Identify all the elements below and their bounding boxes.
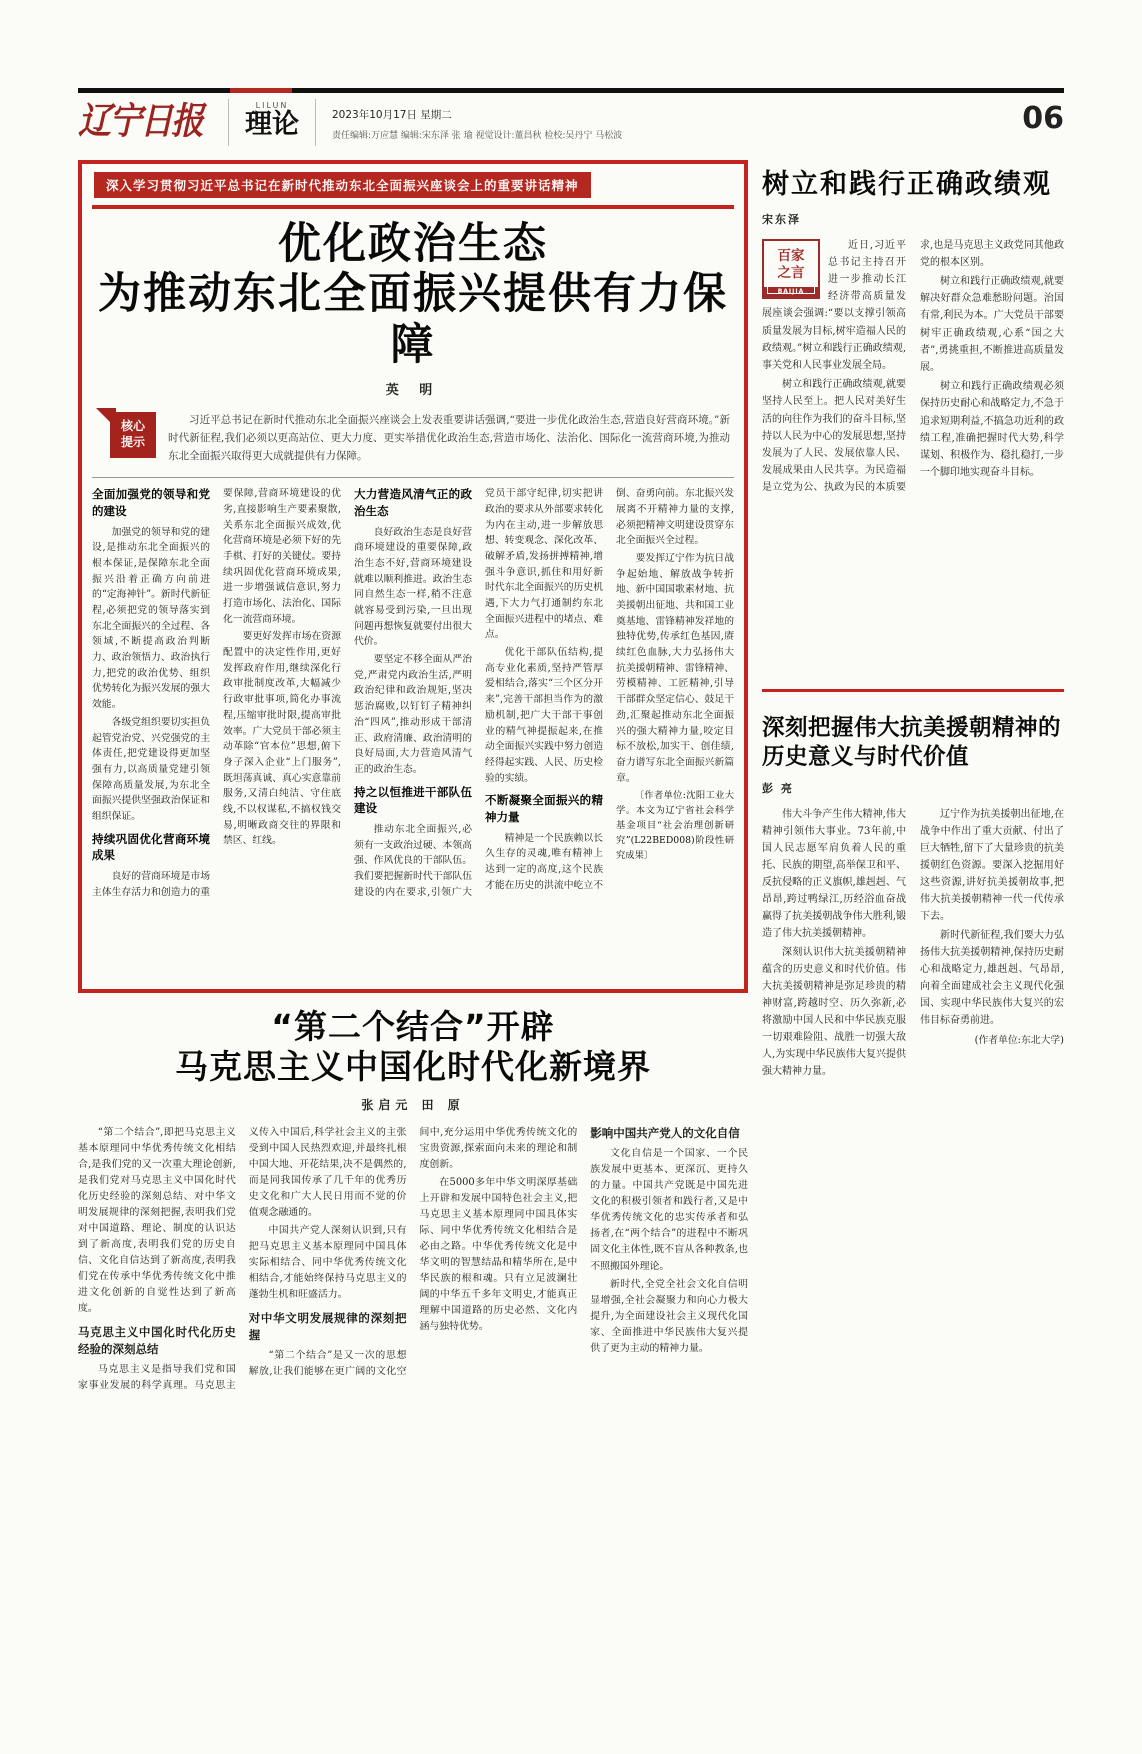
core-tip-badge-line2: 提示 xyxy=(120,434,145,449)
main-article-attribution: 〔作者单位:沈阳工业大学。本文为辽宁省社会科学基金项目“社会治理创新研究”(L22BED008)阶段性研究成果〕 xyxy=(616,790,734,861)
bottom-paragraph: 中国共产党人深刻认识到,只有把马克思主义基本原理同中国具体实际相结合、同中华优秀传统文化相结合,才能始终保持马克思主义的蓬勃生机和旺盛活力。 xyxy=(248,1224,407,1300)
spirit-title-line1: 深刻把握伟大抗美援朝精神的 xyxy=(762,714,1062,741)
main-article-title xyxy=(92,219,734,371)
main-paragraph: 各级党组织要切实担负起管党治党、兴党强党的主体责任,把党建设得更加坚强有力,以高质量党建引领保障高质量发展,为东北全面振兴提供坚强政治保证和组织保证。 xyxy=(92,716,210,822)
spirit-paragraph: 新时代新征程,我们要大力弘扬伟大抗美援朝精神,保持历史耐心和战略定力,雄赳赳、气昂昂,向着全面建成社会主义现代化强国、实现中华民族伟大复兴的宏伟目标奋勇前进。 xyxy=(920,930,1064,1027)
opinion-paragraph: 近日,习近平总书记主持召开进一步推动长江经济带高质量发展座谈会强调:“要以支撑引领高质量发展为目标,树牢造福人民的政绩观。”树立和践行正确政绩观,事关党和人民事业发展全局。 xyxy=(762,239,906,371)
bottom-title-line2: 马克思主义中国化时代化新境界 xyxy=(175,1047,651,1087)
main-paragraph: 良好的营商环境是市场主体生存活力和创造力的重要保障,营商环境建设的优劣,直接影响生产要素聚散,关系东北全面振兴成效,优化营商环境是必须下好的先手棋、打好的关键仗。要持续巩固优化营商环境成果,进一步增强诚信意识,努力打造市场化、法治化、国际化一流营商环境。 xyxy=(92,488,341,898)
main-paragraph: 要更好发挥市场在资源配置中的决定性作用,更好发挥政府作用,继续深化行政审批制度改革,大幅减少行政审批事项,简化办事流程,压缩审批时限,提高审批效率。广大党员干部必须主动革除“官本位”思想,俯下身子深入企业“上门服务”,既坦荡真诚、真心实意靠前服务,又清白纯洁、守住底线,不以权谋私,不搞权钱交易,明晰政商交往的界限和禁区、红线。 xyxy=(223,631,341,847)
section-label-box xyxy=(228,99,316,146)
badge-line2: 之言 xyxy=(777,264,805,281)
main-article-body xyxy=(92,486,734,978)
bottom-paragraph: “第二个结合”,即把马克思主义基本原理同中华优秀传统文化相结合,是我们党的又一次重大理论创新,是我们党对马克思主义中国化时代化历史经验的深刻总结、对中华文明发展规律的深刻把握,表明我们党对中国道路、理论、制度的认识达到了新高度,表明我们党的历史自信、文化自信达到了新高度,表明我们党在传承中华优秀传统文化中推进文化创新的自觉性达到了新高度。 xyxy=(78,1126,236,1315)
bottom-article xyxy=(78,1007,748,1497)
spirit-paragraph: 深刻认识伟大抗美援朝精神蕴含的历史意义和时代价值。伟大抗美援朝精神是弥足珍贵的精神财富,跨越时空、历久弥新,必将激励中国人民和中华民族克服一切艰难险阻、战胜一切强大敌人,为实现中华民族伟大复兴提供强大精神力量。 xyxy=(762,947,906,1078)
spirit-paragraph: 辽宁作为抗美援朝出征地,在战争中作出了重大贡献、付出了巨大牺牲,留下了大量珍贵的抗美援朝红色资源。要深入挖掘用好这些资源,讲好抗美援朝故事,把伟大抗美援朝精神一代一代传承下去。 xyxy=(920,809,1064,923)
spirit-article xyxy=(762,714,1064,1437)
main-subhead-1: 全面加强党的领导和党的建设 xyxy=(92,487,210,519)
main-title-line2: 为推动东北全面振兴提供有力保障 xyxy=(98,269,728,371)
opinion-paragraph: 树立和践行正确政绩观必须保持历史耐心和战略定力,不急于追求短期利益,不搞急功近利的政绩工程,准确把握时代大势,科学谋划、积极作为、稳扎稳打,一步一个脚印地实现奋斗目标。 xyxy=(920,381,1064,479)
main-article-kicker: 深入学习贯彻习近平总书记在新时代推动东北全面振兴座谈会上的重要讲话精神 xyxy=(94,172,591,198)
baijia-zhiyan-badge xyxy=(762,239,820,299)
opinion-article-body xyxy=(762,237,1064,675)
page-number: 06 xyxy=(1022,101,1064,136)
main-paragraph: 精神是一个民族赖以长久生存的灵魂,唯有精神上达到一定的高度,这个民族才能在历史的洪流中屹立不倒、奋勇向前。东北振兴发展离不开精神力量的支撑,必须把精神文明建设贯穿东北全面振兴全过程。 xyxy=(485,488,734,891)
masthead-red-tab xyxy=(230,88,292,93)
bottom-paragraph: 文化自信是一个国家、一个民族发展中更基本、更深沉、更持久的力量。中国共产党既是中国先进文化的积极引领者和践行者,又是中华优秀传统文化的忠实传承者和弘扬者,在“两个结合”的进程中不断巩固文化主体性,既不盲从各种教条,也不照搬国外理论。 xyxy=(590,1148,748,1272)
spirit-paragraph: 伟大斗争产生伟大精神,伟大精神引领伟大事业。73年前,中国人民志愿军肩负着人民的重托、民族的期望,高举保卫和平、反抗侵略的正义旗帜,雄赳赳、气昂昂,跨过鸭绿江,历经浴血奋战赢得了抗美援朝战争伟大胜利,锻造了伟大抗美援朝精神。 xyxy=(762,809,906,940)
dateline xyxy=(332,99,622,141)
bottom-title-line1: “第二个结合”开辟 xyxy=(271,1006,555,1046)
opinion-paragraph: 树立和践行正确政绩观,就要坚持人民至上。把人民对美好生活的向往作为我们的奋斗目标,坚持以人民为中心的发展思想,坚持发展为了人民、发展依靠人民、发展成果由人民共享。为民造福是立党为公、执政为民的本质要求,也是马克思主义政党同其他政党的根本区别。 xyxy=(762,239,1064,494)
bottom-article-title xyxy=(78,1007,748,1088)
spirit-article-author: 彭 亮 xyxy=(762,782,794,796)
section-name: 理论 xyxy=(245,109,299,140)
main-paragraph: 良好政治生态是良好营商环境建设的重要保障,政治生态不好,营商环境建设就难以顺利推进。政治生态同自然生态一样,稍不注意就容易受到污染,一旦出现问题再想恢复就要付出很大代价。 xyxy=(354,526,472,648)
right-rail xyxy=(760,160,1064,1497)
bottom-paragraph: “第二个结合”是又一次的思想解放,让我们能够在更广阔的文化空间中,充分运用中华优秀传统文化的宝贵资源,探索面向未来的理论和制度创新。 xyxy=(248,1126,578,1378)
bottom-paragraph: 马克思主义是指导我们党和国家事业发展的科学真理。马克思主义传入中国后,科学社会主义的主张受到中国人民热烈欢迎,并最终扎根中国大地、开花结果,决不是偶然的,而是同我国传承了几千年的优秀历史文化和广大人民日用而不觉的价值观念融通的。 xyxy=(78,1126,407,1392)
spirit-article-body xyxy=(762,806,1064,1436)
bottom-subhead-3: 影响中国共产党人的文化自信 xyxy=(590,1125,740,1140)
bottom-subhead-1: 马克思主义中国化时代化历史经验的深刻总结 xyxy=(78,1325,236,1356)
main-paragraph: 加强党的领导和党的建设,是推动东北全面振兴的根本保证,是保障东北全面振兴沿着正确方向前进的“定海神针”。新时代新征程,必须把党的领导落实到东北全面振兴的全过程、各领域,不断提高政治判断力、政治领悟力、政治执行力,把党的政治优势、组织优势转化为振兴发展的强大效能。 xyxy=(92,526,210,711)
section-name-pinyin: LILUN xyxy=(255,101,289,110)
main-paragraph: 推动东北全面振兴,必须有一支政治过硬、本领高强、作风优良的干部队伍。我们要把握新时代干部队伍建设的内在要求,引领广大党员干部守纪律,切实把讲政治的要求从外部要求转化为内在主动,进一步解放思想、转变观念、深化改革、破解矛盾,发扬拼搏精神,增强斗争意识,抓住和用好新时代东北全面振兴的历史机遇,下大力气打通制约东北全面振兴进程中的堵点、难点。 xyxy=(354,488,603,898)
staff-credits: 责任编辑:万应慧 编辑:宋东泽 张 瑜 视觉设计:董昌秋 检校:吴丹宁 马松波 xyxy=(332,131,623,141)
opinion-article xyxy=(762,162,1064,675)
rail-separator xyxy=(762,689,1064,692)
spirit-article-attribution: (作者单位:东北大学) xyxy=(974,1035,1064,1047)
core-tip-badge xyxy=(110,412,156,458)
main-title-line1: 优化政治生态 xyxy=(278,218,548,269)
opinion-article-author: 宋东泽 xyxy=(762,212,801,226)
main-subhead-2: 持续巩固优化营商环境成果 xyxy=(92,831,210,863)
opinion-paragraph: 树立和践行正确政绩观,就要解决好群众急难愁盼问题。治国有常,利民为本。广大党员干部要树牢正确政绩观,心系“国之大者”,勇挑重担,不断推进高质量发展。 xyxy=(920,276,1064,373)
core-tip-badge-line1: 核心 xyxy=(120,419,145,434)
spirit-title-line2: 历史意义与时代价值 xyxy=(762,743,970,770)
bottom-article-body xyxy=(78,1125,748,1497)
spirit-article-title xyxy=(762,714,1064,773)
opinion-article-title: 树立和践行正确政绩观 xyxy=(762,168,1052,200)
bottom-subhead-2: 对中华文明发展规律的深刻把握 xyxy=(248,1311,407,1342)
main-paragraph: 要发挥辽宁作为抗日战争起始地、解放战争转折地、新中国国歌素材地、抗美援朝出征地、共和国工业奠基地、雷锋精神发祥地的独特优势,传承红色基因,赓续红色血脉,大力弘扬伟大抗美援朝精神、雷锋精神、劳模精神、工匠精神,引导干部群众坚定信心、鼓足干劲,汇聚起推动东北全面振兴的强大精神力量,咬定目标不放松,加实干、创佳绩,奋力谱写东北全面振兴新篇章。 xyxy=(616,553,734,784)
main-article xyxy=(78,160,748,993)
main-subhead-5: 不断凝聚全面振兴的精神力量 xyxy=(485,793,603,824)
bottom-paragraph: 新时代,全党全社会文化自信明显增强,全社会凝聚力和向心力极大提升,为全面建设社会主义现代化国家、全面推进中华民族伟大复兴提供了更为主动的精神力量。 xyxy=(590,1278,748,1354)
bottom-paragraph: 在5000多年中华文明深厚基础上开辟和发展中国特色社会主义,把马克思主义基本原理同中国具体实际、同中华优秀传统文化相结合是必由之路。中华优秀传统文化是中华文明的智慧结晶和精华所在,是中华民族的根和魂。只有立足波澜壮阔的中华五千多年文明史,才能真正理解中国道路的历史必然、文化内涵与独特优势。 xyxy=(419,1176,578,1333)
masthead xyxy=(78,88,1064,146)
main-article-author: 英 明 xyxy=(385,382,441,398)
badge-pinyin: BAIJIA xyxy=(764,287,818,297)
publication-date: 2023年10月17日 星期二 xyxy=(332,109,452,121)
kicker-rule xyxy=(92,205,734,209)
core-tip-text: 习近平总书记在新时代推动东北全面振兴座谈会上发表重要讲话强调,“要进一步优化政治生态,营造良好营商环境。”新时代新征程,我们必须以更高站位、更大力度、更实举措优化政治生态,营造市场化、法治化、国际化一流营商环境,为推动东北全面振兴取得更大成就提供有力保障。 xyxy=(168,413,730,462)
main-paragraph: 要坚定不移全面从严治党,严肃党内政治生活,严明政治纪律和政治规矩,坚决惩治腐败,以钉钉子精神纠治“四风”,推动形成干部清正、政府清廉、政治清明的良好局面,大力营造风清气正的政治生态。 xyxy=(354,654,472,775)
left-column xyxy=(78,160,748,1497)
newspaper-logo: 辽宁日报 xyxy=(78,99,202,143)
badge-line1: 百家 xyxy=(777,247,805,264)
main-subhead-3: 大力营造风清气正的政治生态 xyxy=(354,487,472,519)
main-subhead-4: 持之以恒推进干部队伍建设 xyxy=(354,784,472,816)
core-tip xyxy=(92,404,734,479)
main-paragraph: 优化干部队伍结构,提高专业化素质,坚持严管厚爱相结合,落实“三个区分开来”,完善干部担当作为的激励机制,把广大干部干事创业的精气神提振起来,在推动全面振兴实践中努力创造经得起实践、人民、历史检验的实绩。 xyxy=(485,647,603,784)
bottom-article-authors: 张启元 田 原 xyxy=(361,1097,465,1112)
